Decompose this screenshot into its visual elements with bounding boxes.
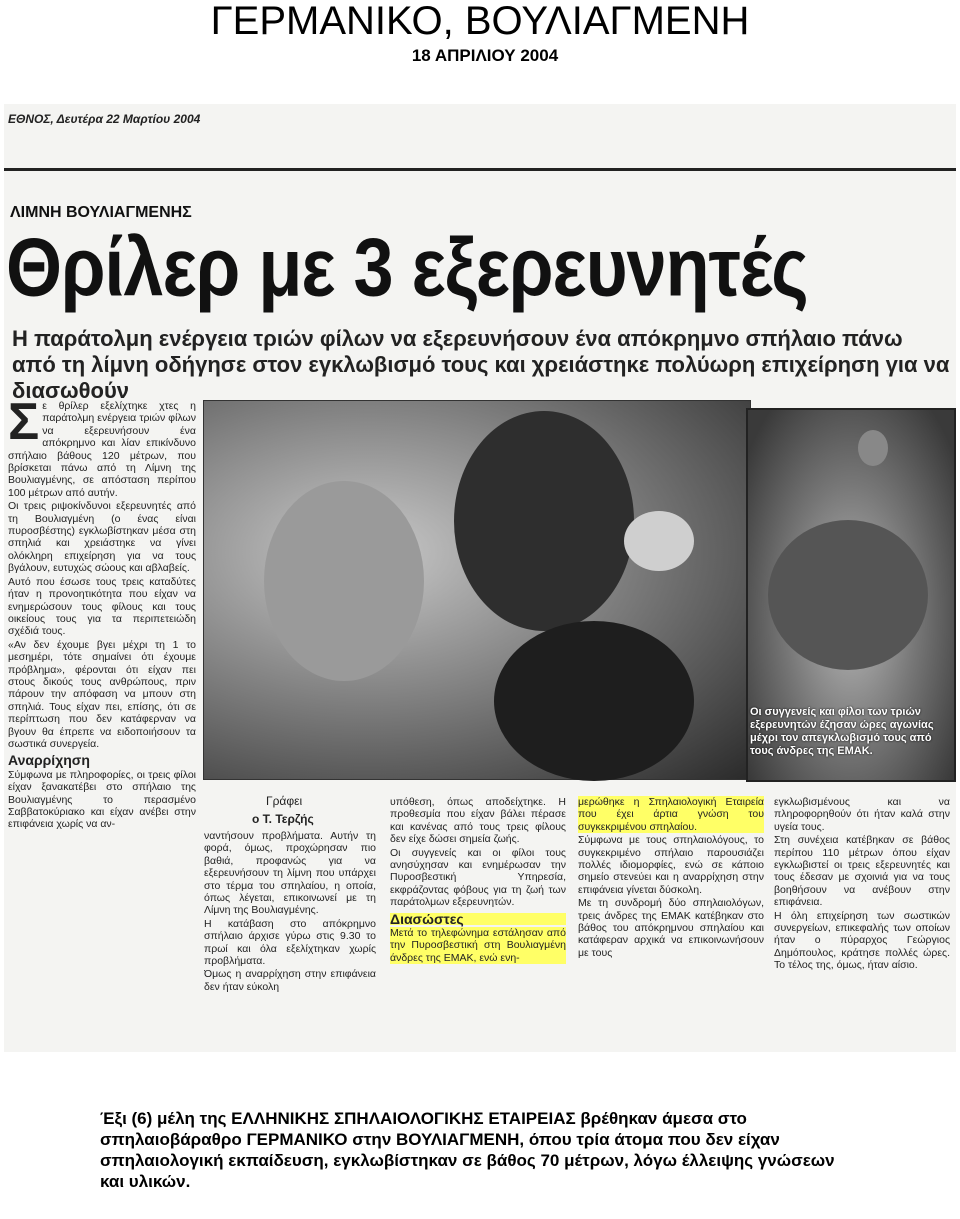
article-column-1 xyxy=(8,400,196,1046)
paragraph: Οι συγγενείς και οι φίλοι τους ανησύχησαν και ενημέρωσαν την Πυροσβεστική Υπηρεσία, εκφράζοντας φόβους για τη ζωή των παράτολμων εξερευνητών. xyxy=(390,846,566,909)
main-photo xyxy=(203,400,751,780)
photo-flower xyxy=(858,430,888,466)
byline-label: Γράφει xyxy=(266,794,303,808)
photo-figure xyxy=(264,481,424,681)
article-column-2 xyxy=(204,830,376,1046)
paragraph: υπόθεση, όπως αποδείχτηκε. Η προθεσμία που είχαν βάλει πέρασε και κανένας από τους τρεις φίλους δεν είχε δώσει σημεία ζωής. xyxy=(390,796,566,846)
article-column-5 xyxy=(774,796,950,1046)
paragraph: Οι τρεις ριψοκίνδυνοι εξερευνητές από τη Βουλιαγμένη (ο ένας είναι πυροσβέστης) εγκλωβίστηκαν μέσα στη σπηλιά και χρειάστηκε να γίνει ολόκληρη επιχείρηση για να τους βγάλουν, ευτυχώς σώους και αβλαβείς. xyxy=(8,500,196,575)
paragraph: Σύμφωνα με τους σπηλαιολόγους, το συγκεκριμένο σπήλαιο παρουσιάζει πολλές ιδιομορφίες, ενώ σε κάποιο σημείο στενεύει και η αναρρίχηση στην επιφάνεια γίνεται δύσκολη. xyxy=(578,834,764,896)
paragraph: Μετά το τηλεφώνημα εστάλησαν από την Πυροσβεστική στη Βουλιαγμένη άνδρες της ΕΜΑΚ, ενώ ενη- xyxy=(390,927,566,964)
photo-figure xyxy=(454,411,634,631)
page-date: 18 ΑΠΡΙΛΙΟΥ 2004 xyxy=(411,46,559,65)
article-column-4 xyxy=(578,796,764,1046)
section-heading: Αναρρίχηση xyxy=(8,752,90,769)
paragraph: Στη συνέχεια κατέβηκαν σε βάθος περίπου 110 μέτρων όπου είχαν εγκλωβιστεί οι τρεις εξερευνητές και τους έδεσαν με σχοινιά για να τους βοηθήσουν να ανέβουν στην επιφάνεια. xyxy=(774,834,950,909)
paragraph: Η όλη επιχείρηση των σωστικών συνεργείων, επικεφαλής των οποίων ήταν ο πύραρχος Γεώργιος Δημόπουλος, κράτησε πολλές ώρες. Το τέλος της, όμως, ήταν αίσιο. xyxy=(774,909,950,972)
newspaper-clipping xyxy=(4,104,956,1052)
paragraph: «Αν δεν έχουμε βγει μέχρι τη 1 το μεσημέρι, τότε σημαίνει ότι έχουμε πρόβλημα», φέρονται ότι είχαν πει στους δικούς τους ανθρώπους, πριν πάρουν την απόφαση να μπουν στη σπηλιά. Τους είχαν πει, επίσης, ότι σε περίπτωση που δεν κατάφερναν να βγουν θα έπρεπε να ειδοποιήσουν τα σωστικά συνεργεία. xyxy=(8,638,196,750)
paragraph: ε θρίλερ εξελίχτηκε χτες η παράτολμη ενέργεια τριών φίλων να εξερευνήσουν ένα απόκρημνο και λίαν επικίνδυνο σπήλαιο βάθους 120 μέτρων, που βρίσκεται πάνω από τη Λίμνη της Βουλιαγμένης, σε απόσταση περίπου 100 μέτρων από αυτήν. xyxy=(8,400,196,499)
byline-name: ο Τ. Τερζής xyxy=(252,812,314,826)
photo-caption: Οι συγγενείς και φίλοι των τριών εξερευνητών έζησαν ώρες αγωνίας μέχρι τον απεγκλωβισμό τους από τους άνδρες της ΕΜΑΚ. xyxy=(750,706,934,757)
page-title: ΓΕΡΜΑΝΙΚΟ, ΒΟΥΛΙΑΓΜΕΝΗ xyxy=(210,0,750,43)
subheadline: Η παράτολμη ενέργεια τριών φίλων να εξερευνήσουν ένα απόκρημνο σπήλαιο πάνω από τη λίμνη οδήγησε στον εγκλωβισμό τους και χρειάστηκε πολύωρη επιχείρηση για να διασωθούν xyxy=(12,326,950,403)
paragraph: Αυτό που έσωσε τους τρεις καταδύτες ήταν η προνοητικότητα που είχαν να ενημερώσουν τους φίλους και τους οικείους τους για τα περιπετειώδη σχέδιά τους. xyxy=(8,575,196,638)
paragraph: μερώθηκε η Σπηλαιολογική Εταιρεία που έχει άρτια γνώση του συγκεκριμένου σπηλαίου. xyxy=(578,796,764,833)
article-column-3 xyxy=(390,796,566,1046)
paragraph: Η κατάβαση στο απόκρημνο σπήλαιο άρχισε γύρω στις 9.30 το πρωί και όλα εξελίχτηκαν χωρίς προβλήματα. xyxy=(204,917,376,968)
paragraph: Σύμφωνα με πληροφορίες, οι τρεις φίλοι είχαν ξανακατέβει στο σπήλαιο της Βουλιαγμένης το περασμένο Σαββατοκύριακο και είχαν ανέβει στην επιφάνεια χωρίς να αν- xyxy=(8,768,196,831)
masthead: ΕΘΝΟΣ, Δευτέρα 22 Μαρτίου 2004 xyxy=(8,112,201,126)
photo-helmet xyxy=(624,511,694,571)
paragraph: εγκλωβισμένους και να πληροφορηθούν ότι ήταν καλά στην υγεία τους. xyxy=(774,796,950,833)
kicker: ΛΙΜΝΗ ΒΟΥΛΙΑΓΜΕΝΗΣ xyxy=(10,204,192,221)
paragraph: Με τη συνδρομή δύο σπηλαιολόγων, τρεις άνδρες της ΕΜΑΚ κατέβηκαν στο βάθος του απόκρημνου σπηλαίου και κατάφεραν αρχικά να επικοινωνήσουν με τους xyxy=(578,897,764,959)
photo-figure xyxy=(768,520,928,670)
photo-figure xyxy=(494,621,694,781)
headline: Θρίλερ με 3 εξερευνητές xyxy=(6,222,808,314)
divider xyxy=(4,168,956,171)
bottom-caption: Έξι (6) μέλη της ΕΛΛΗΝΙΚΗΣ ΣΠΗΛΑΙΟΛΟΓΙΚΗΣ ΕΤΑΙΡΕΙΑΣ βρέθηκαν άμεσα στο σπηλαιοβάραθρο ΓΕΡΜΑΝΙΚΟ στην ΒΟΥΛΙΑΓΜΕΝΗ, όπου τρία άτομα που δεν είχαν σπηλαιολογική εκπαίδευση, εγκλωβίστηκαν σε βάθος 70 μέτρων, λόγω έλλειψης γνώσεων και υλικών. xyxy=(100,1109,835,1191)
paragraph: Όμως η αναρρίχηση στην επιφάνεια δεν ήταν εύκολη xyxy=(204,968,376,993)
paragraph: ναντήσουν προβλήματα. Αυτήν τη φορά, όμως, προχώρησαν πιο βαθιά, προφανώς για να εξερευνήσουν τη λίμνη που υπάρχει στο τέρμα του σπηλαίου, η οποία, όπως λέγεται, επικοινωνεί με τη Λίμνη της Βουλιαγμένης. xyxy=(204,830,376,917)
dropcap: Σ xyxy=(8,400,40,451)
section-heading: Διασώστες xyxy=(390,913,566,925)
